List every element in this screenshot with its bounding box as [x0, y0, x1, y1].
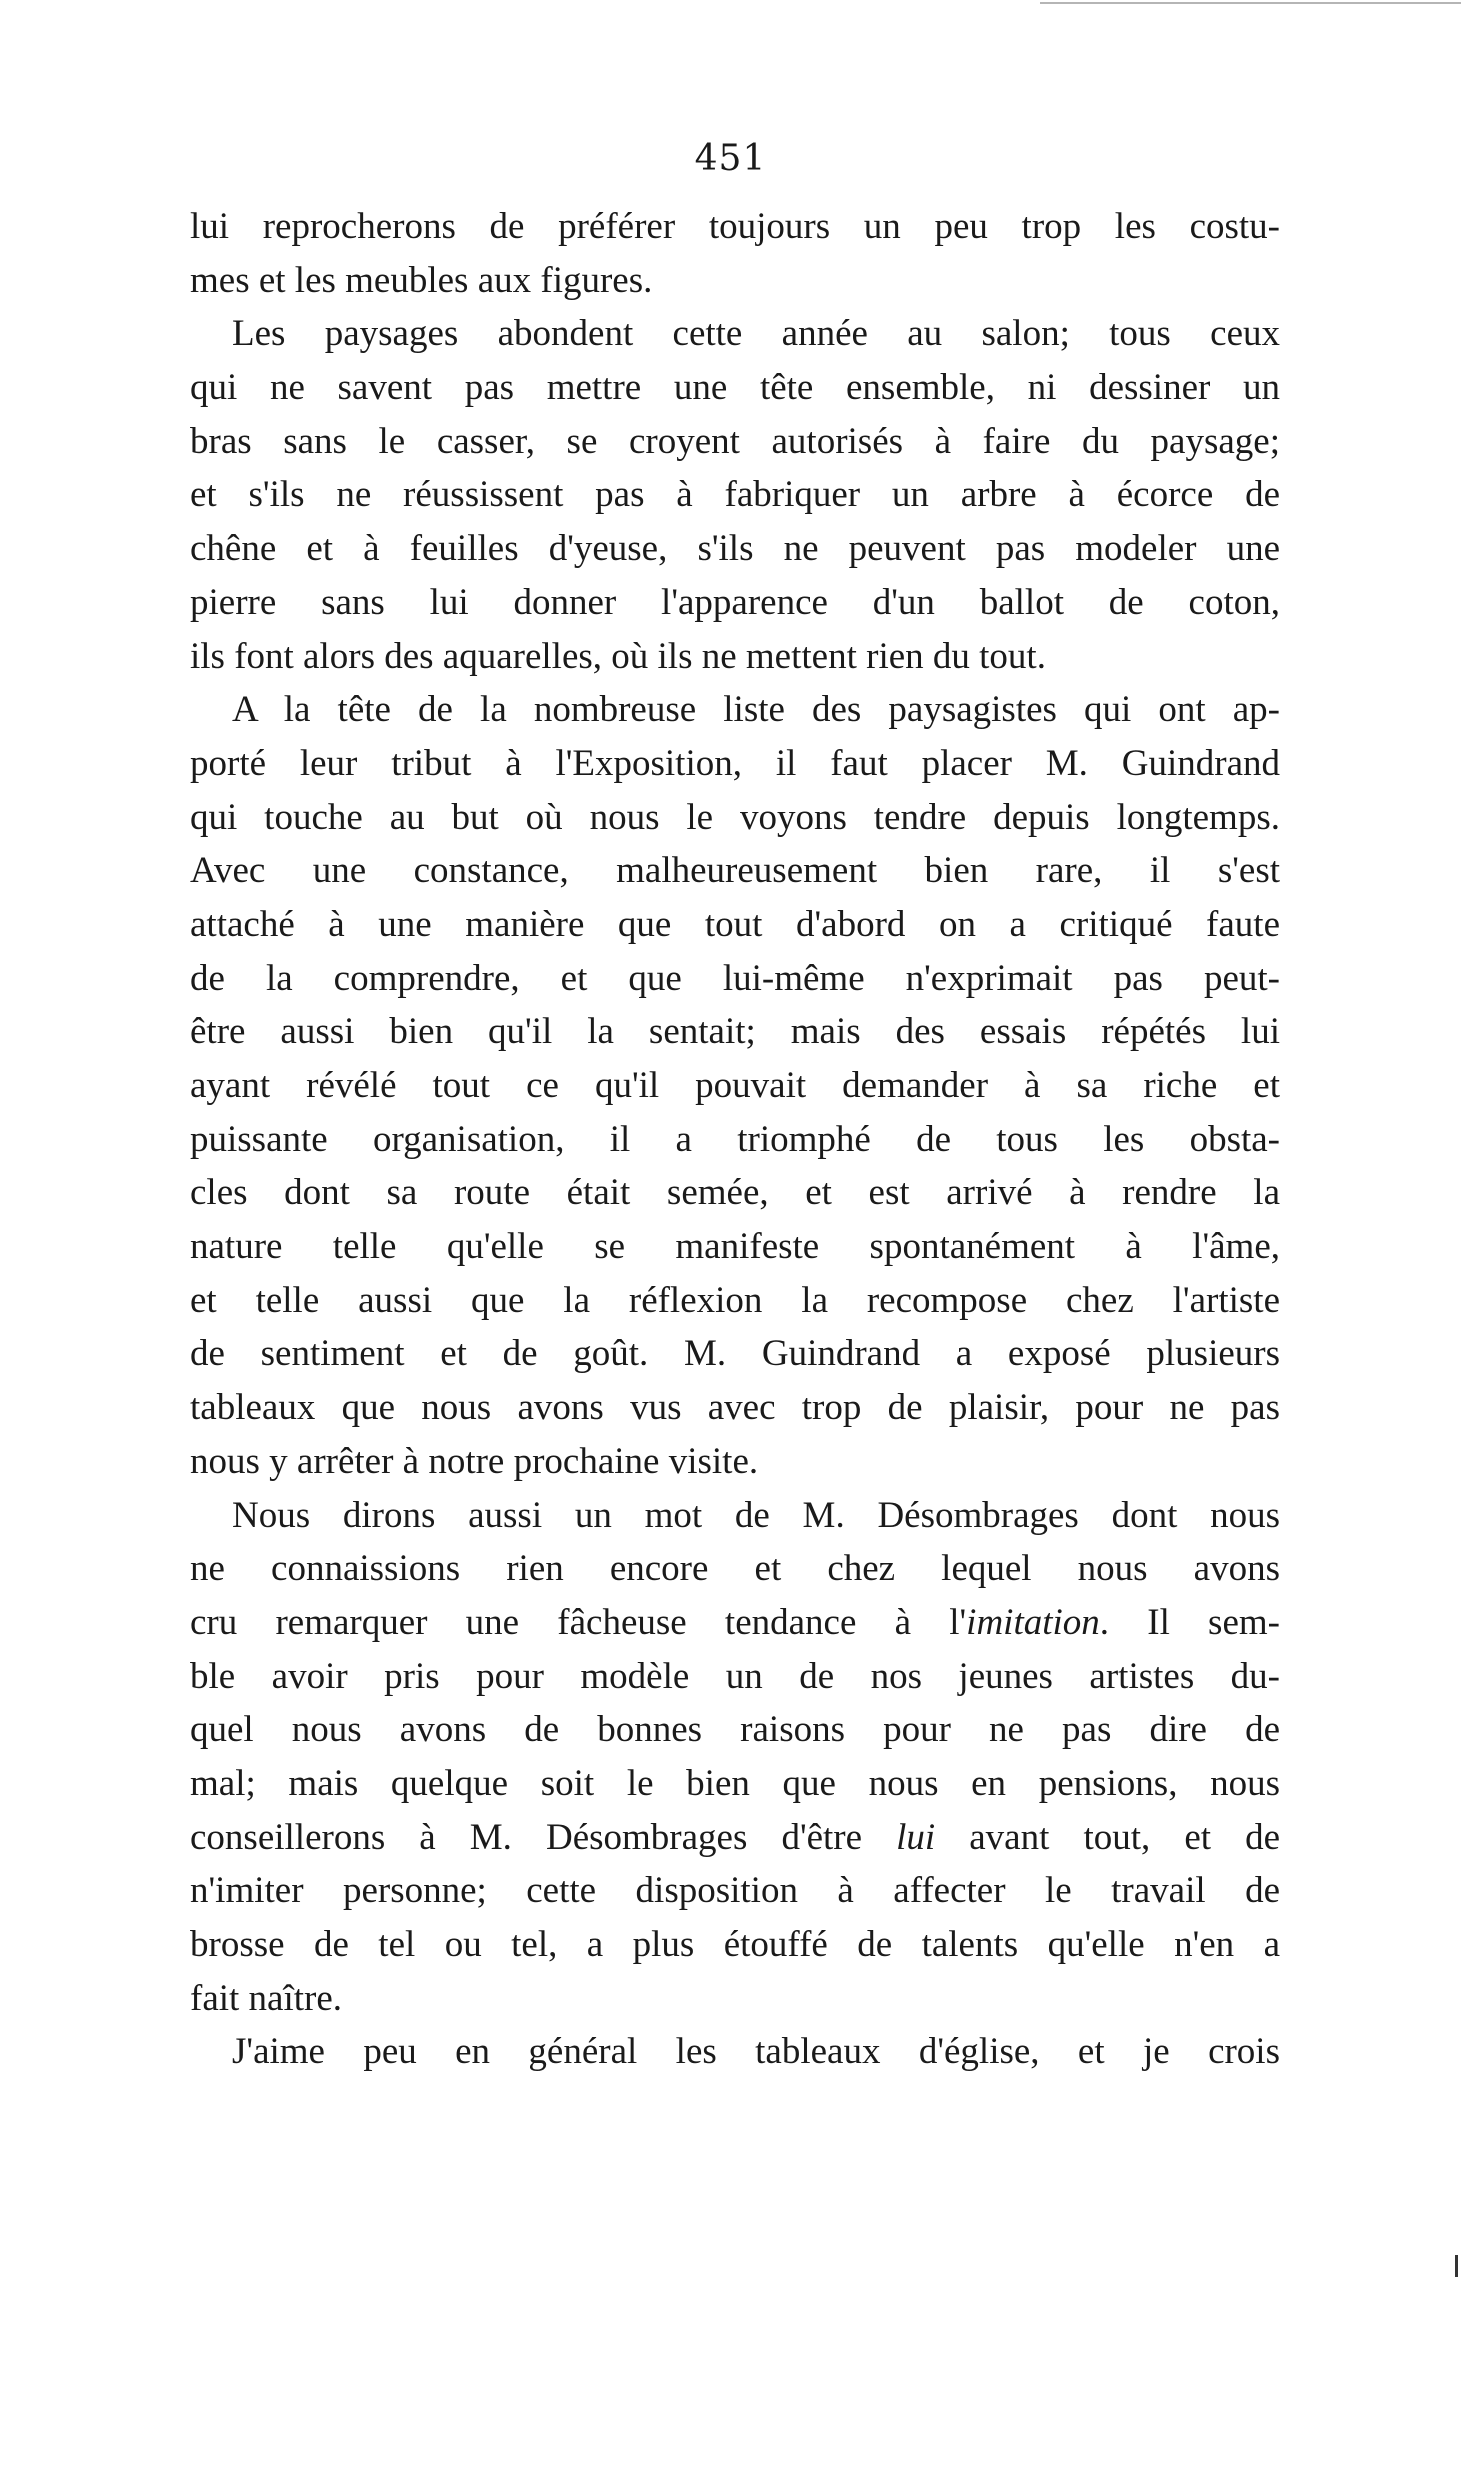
- text-line: bras sans le casser, se croyent autorisés à faire du paysage;: [190, 420, 1280, 462]
- text-line: ayant révélé tout ce qu'il pouvait demander à sa riche et: [190, 1065, 1280, 1106]
- paragraph: [190, 683, 1280, 1488]
- paragraph: [190, 1489, 1280, 2026]
- text-line: ble avoir pris pour modèle un de nos jeunes artistes du-: [190, 1655, 1280, 1697]
- text-line: lui reprocherons de préférer toujours un peu trop les costu-: [190, 206, 1280, 247]
- top-edge-rule: [1040, 2, 1461, 4]
- text-line: cles dont sa route était semée, et est arrivé à rendre la: [190, 1172, 1280, 1214]
- text-line: quel nous avons de bonnes raisons pour ne pas dire de: [190, 1709, 1280, 1751]
- text-line: conseillerons à M. Désombrages d'être lui avant tout, et de: [190, 1816, 1281, 1858]
- text-line: J'aime peu en général les tableaux d'église, et je crois: [232, 2031, 1280, 2073]
- page-number: 451: [694, 138, 767, 179]
- text-line: fait naître.: [190, 1977, 343, 2019]
- text-line: brosse de tel ou tel, a plus étouffé de talents qu'elle n'en a: [190, 1924, 1280, 1965]
- paragraph: [190, 307, 1280, 683]
- text-line: qui touche au but où nous le voyons tendre depuis longtemps.: [190, 796, 1280, 838]
- text-line: mes et les meubles aux figures.: [190, 259, 653, 301]
- text-line: tableaux que nous avons vus avec trop de plaisir, pour ne pas: [190, 1387, 1280, 1429]
- text-line: porté leur tribut à l'Exposition, il faut placer M. Guindrand: [190, 742, 1280, 784]
- text-line: et s'ils ne réussissent pas à fabriquer un arbre à écorce de: [190, 474, 1280, 516]
- text-line: cru remarquer une fâcheuse tendance à l'imitation. Il sem-: [190, 1601, 1280, 1643]
- margin-mark: [1455, 2255, 1458, 2277]
- text-line: n'imiter personne; cette disposition à affecter le travail de: [190, 1870, 1280, 1912]
- text-line: qui ne savent pas mettre une tête ensemble, ni dessiner un: [190, 367, 1280, 409]
- text-line: ils font alors des aquarelles, où ils ne mettent rien du tout.: [190, 635, 1046, 677]
- text-line: de la comprendre, et que lui-même n'exprimait pas peut-: [190, 957, 1280, 999]
- text-line: puissante organisation, il a triomphé de tous les obsta-: [190, 1118, 1280, 1160]
- text-line: pierre sans lui donner l'apparence d'un ballot de coton,: [190, 581, 1280, 623]
- text-line: nature telle qu'elle se manifeste spontanément à l'âme,: [190, 1226, 1280, 1268]
- text-line: mal; mais quelque soit le bien que nous en pensions, nous: [190, 1762, 1280, 1804]
- text-line: chêne et à feuilles d'yeuse, s'ils ne peuvent pas modeler une: [190, 528, 1280, 570]
- body-text: [190, 200, 1280, 2079]
- text-line: nous y arrêter à notre prochaine visite.: [190, 1440, 759, 1482]
- text-line: Nous dirons aussi un mot de M. Désombrages dont nous: [232, 1494, 1280, 1536]
- paragraph: [190, 2025, 1280, 2079]
- text-line: A la tête de la nombreuse liste des paysagistes qui ont ap-: [232, 689, 1280, 731]
- text-line: Avec une constance, malheureusement bien rare, il s'est: [190, 850, 1280, 892]
- paragraph: [190, 200, 1280, 307]
- text-line: Les paysages abondent cette année au salon; tous ceux: [232, 313, 1280, 355]
- text-line: attaché à une manière que tout d'abord on a critiqué faute: [190, 903, 1280, 945]
- text-line: être aussi bien qu'il la sentait; mais des essais répétés lui: [190, 1011, 1280, 1053]
- text-line: ne connaissions rien encore et chez lequel nous avons: [190, 1548, 1280, 1590]
- text-line: de sentiment et de goût. M. Guindrand a exposé plusieurs: [190, 1333, 1280, 1375]
- text-line: et telle aussi que la réflexion la recompose chez l'artiste: [190, 1279, 1280, 1321]
